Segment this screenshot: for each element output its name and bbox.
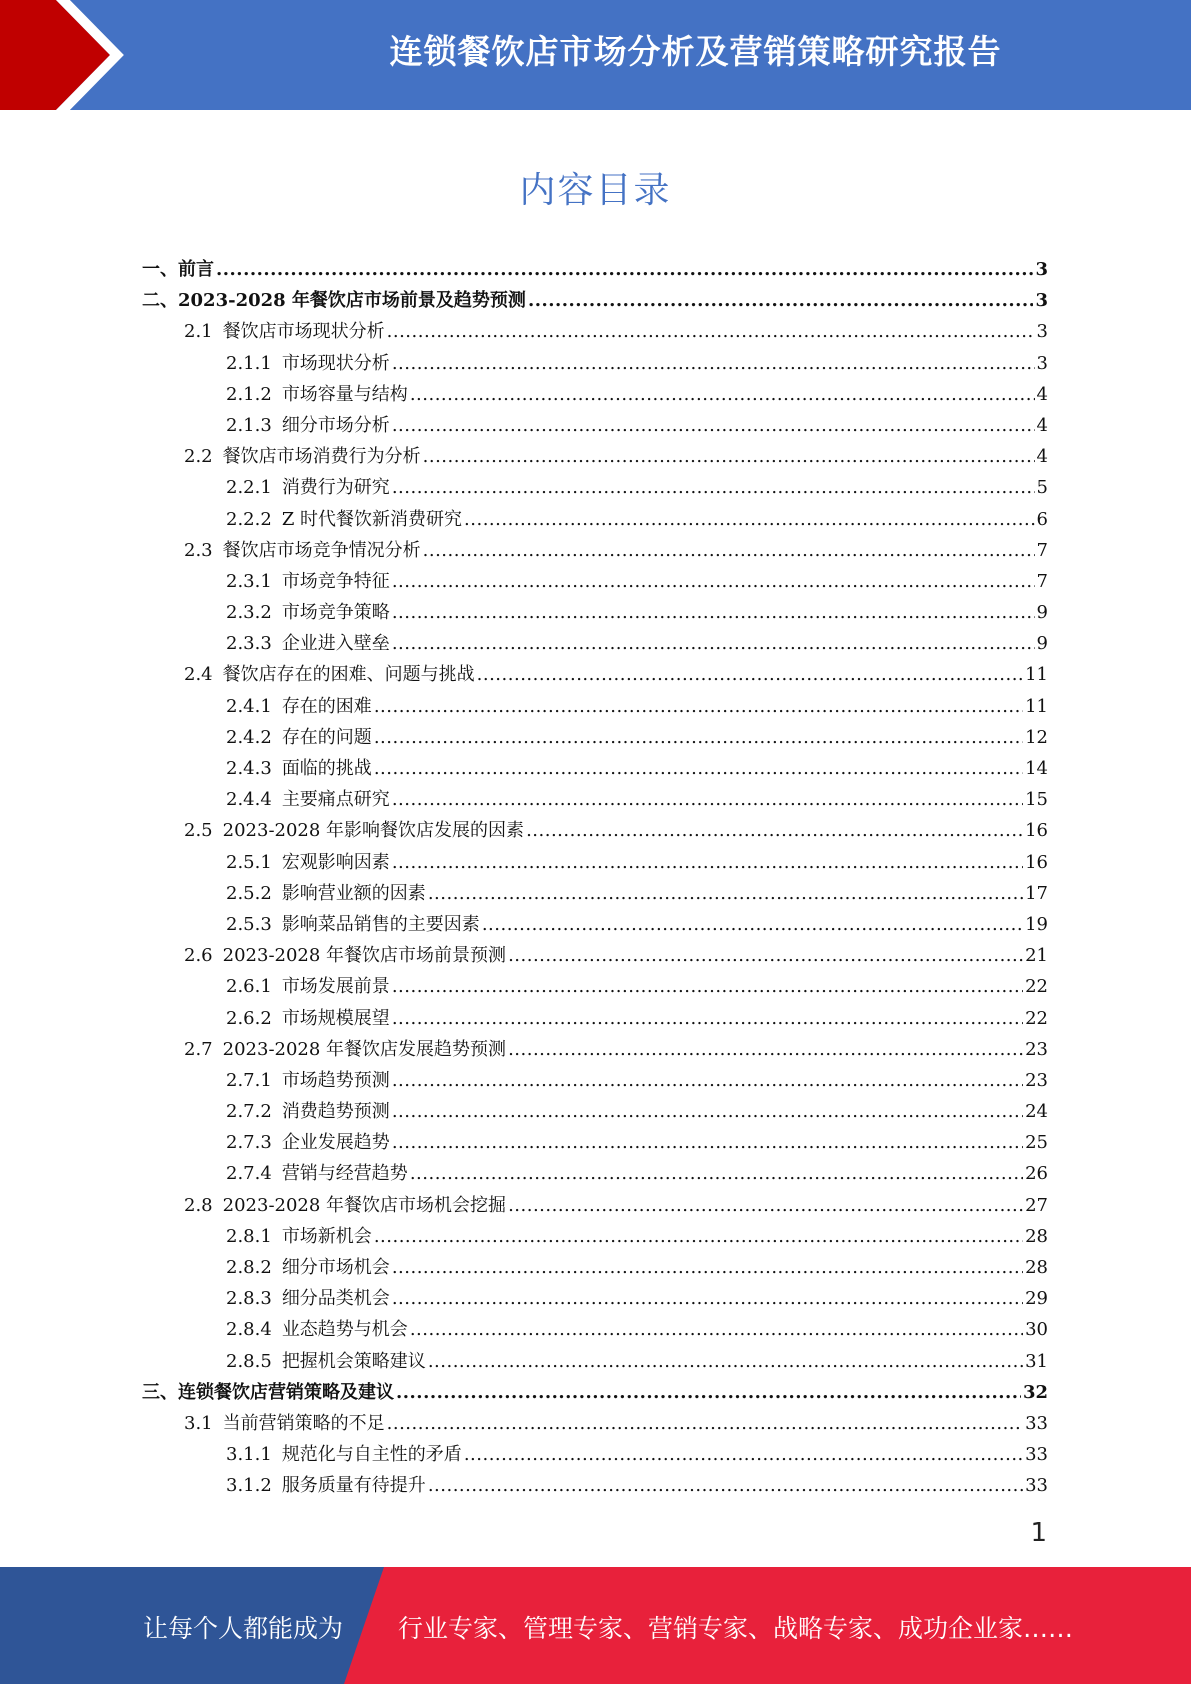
toc-entry-page: 28: [1025, 1225, 1048, 1247]
toc-entry[interactable]: [142, 815, 1048, 846]
toc-entry-page: 23: [1025, 1069, 1048, 1091]
toc-entry-title: 细分市场机会: [281, 1257, 390, 1278]
toc-entry[interactable]: [142, 909, 1048, 940]
toc-entry[interactable]: [142, 316, 1048, 347]
toc-entry-page: 19: [1025, 913, 1048, 935]
toc-leader-dots: [423, 441, 1035, 472]
toc-entry[interactable]: [142, 1003, 1048, 1034]
toc-entry[interactable]: [142, 1252, 1048, 1283]
toc-entry-page: 6: [1036, 508, 1048, 530]
toc-entry-page: 4: [1036, 446, 1048, 468]
toc-leader-dots: [387, 1408, 1023, 1439]
toc-entry-title: 市场新机会: [281, 1225, 372, 1247]
toc-entry-number: 2.4: [184, 664, 213, 686]
toc-entry-title: 2023-2028 年餐饮店市场前景及趋势预测: [178, 290, 526, 312]
toc-leader-dots: [387, 316, 1035, 347]
table-of-contents: [142, 254, 1048, 1502]
toc-entry-title: 业态趋势与机会: [281, 1319, 408, 1341]
toc-entry-title: 存在的问题: [281, 726, 372, 748]
toc-entry-number: 三、: [142, 1381, 178, 1403]
toc-entry-page: 9: [1036, 633, 1048, 655]
toc-leader-dots: [374, 722, 1023, 753]
toc-entry-page: 11: [1025, 695, 1048, 717]
toc-leader-dots: [477, 659, 1023, 690]
toc-entry-title: 消费行为研究: [281, 477, 390, 499]
toc-entry[interactable]: [142, 504, 1048, 535]
toc-entry[interactable]: [142, 1314, 1048, 1345]
toc-entry[interactable]: [142, 1065, 1048, 1096]
toc-entry-page: 28: [1025, 1257, 1048, 1278]
toc-entry[interactable]: [142, 878, 1048, 909]
toc-entry-page: 33: [1025, 1444, 1048, 1466]
toc-entry-number: 2.5: [184, 820, 213, 842]
toc-leader-dots: [428, 878, 1023, 909]
toc-leader-dots: [410, 1314, 1023, 1345]
toc-entry-title: 前言: [178, 259, 214, 280]
toc-entry-title: 餐饮店存在的困难、问题与挑战: [222, 664, 475, 686]
toc-leader-dots: [392, 971, 1023, 1002]
toc-entry-title: 当前营销策略的不足: [222, 1412, 385, 1434]
toc-entry-number: 2.8.3: [226, 1288, 272, 1310]
toc-entry-number: 2.2.1: [226, 477, 272, 499]
toc-leader-dots: [528, 285, 1034, 316]
toc-entry-number: 2.3: [184, 539, 213, 561]
toc-entry-title: 市场竞争策略: [281, 602, 390, 624]
toc-entry-number: 2.4.3: [226, 758, 272, 779]
toc-entry-title: 细分市场分析: [281, 414, 390, 436]
toc-entry-number: 2.3.1: [226, 570, 272, 592]
toc-leader-dots: [508, 1034, 1023, 1065]
toc-entry-title: 细分品类机会: [281, 1288, 390, 1310]
toc-entry-title: 市场趋势预测: [281, 1069, 390, 1091]
toc-entry-number: 2.6.2: [226, 1007, 272, 1029]
toc-entry[interactable]: [142, 1283, 1048, 1314]
toc-entry-number: 二、: [142, 290, 178, 312]
toc-entry[interactable]: [142, 1158, 1048, 1189]
toc-entry-title: 餐饮店市场竞争情况分析: [222, 539, 421, 561]
toc-entry-page: 27: [1025, 1194, 1048, 1216]
toc-leader-dots: [464, 504, 1035, 535]
footer-slogan-left: 让每个人都能成为: [143, 1614, 344, 1643]
toc-entry-number: 3.1.1: [226, 1444, 272, 1466]
toc-entry-title: 2023-2028 年餐饮店发展趋势预测: [222, 1038, 507, 1060]
footer-slogan-right: 行业专家、管理专家、营销专家、战略专家、成功企业家……: [398, 1614, 1074, 1643]
toc-entry-number: 2.2.2: [226, 508, 272, 530]
toc-leader-dots: [392, 1252, 1023, 1283]
toc-entry[interactable]: [142, 1190, 1048, 1221]
toc-entry-title: 市场规模展望: [281, 1007, 390, 1029]
toc-entry-number: 2.6.1: [226, 976, 272, 998]
toc-entry-page: 4: [1036, 414, 1048, 436]
header-arrow-decoration: [0, 0, 170, 110]
toc-entry-number: 3.1.2: [226, 1475, 272, 1497]
toc-leader-dots: [508, 1190, 1023, 1221]
toc-leader-dots: [428, 1470, 1023, 1501]
toc-leader-dots: [392, 1096, 1023, 1127]
toc-leader-dots: [216, 254, 1033, 285]
toc-leader-dots: [526, 815, 1023, 846]
toc-entry[interactable]: [142, 535, 1048, 566]
toc-entry-page: 12: [1025, 726, 1048, 748]
toc-entry-page: 7: [1036, 539, 1048, 561]
toc-entry-page: 25: [1025, 1132, 1048, 1154]
toc-leader-dots: [508, 940, 1023, 971]
toc-leader-dots: [396, 1377, 1021, 1408]
toc-entry[interactable]: [142, 784, 1048, 815]
toc-entry-page: 21: [1025, 945, 1048, 967]
toc-entry-number: 2.2: [184, 446, 213, 468]
toc-leader-dots: [423, 535, 1035, 566]
toc-entry-number: 2.5.1: [226, 851, 272, 873]
toc-entry-title: 把握机会策略建议: [281, 1350, 426, 1372]
toc-leader-dots: [374, 753, 1023, 784]
toc-entry[interactable]: [142, 1346, 1048, 1377]
toc-entry-number: 2.4.2: [226, 726, 272, 748]
toc-entry-number: 2.6: [184, 945, 213, 967]
toc-entry-title: 2023-2028 年餐饮店市场前景预测: [222, 945, 507, 967]
toc-entry-page: 4: [1036, 383, 1048, 405]
toc-leader-dots: [374, 691, 1023, 722]
toc-entry-number: 2.7.3: [226, 1132, 272, 1154]
page-number: 1: [1030, 1518, 1047, 1548]
toc-entry-page: 16: [1025, 820, 1048, 842]
toc-entry-number: 2.8.4: [226, 1319, 272, 1341]
toc-entry-number: 2.3.3: [226, 633, 272, 655]
toc-heading: 内容目录: [519, 170, 672, 211]
toc-entry[interactable]: [142, 659, 1048, 690]
toc-entry-title: 市场现状分析: [281, 352, 390, 374]
toc-entry[interactable]: [142, 1096, 1048, 1127]
toc-entry-number: 2.1.3: [226, 414, 272, 436]
toc-entry-page: 3: [1036, 321, 1048, 343]
toc-entry-page: 3: [1036, 352, 1048, 374]
toc-entry[interactable]: [142, 691, 1048, 722]
toc-entry[interactable]: [142, 472, 1048, 503]
toc-entry-number: 2.8: [184, 1194, 213, 1216]
toc-entry-title: 消费趋势预测: [281, 1101, 390, 1123]
toc-entry-page: 24: [1025, 1101, 1048, 1123]
toc-entry-title: 市场竞争特征: [281, 570, 390, 592]
toc-entry[interactable]: [142, 971, 1048, 1002]
toc-entry-title: 连锁餐饮店营销策略及建议: [178, 1381, 394, 1403]
toc-leader-dots: [392, 784, 1023, 815]
toc-leader-dots: [392, 1127, 1023, 1158]
toc-entry-page: 15: [1025, 789, 1048, 811]
toc-leader-dots: [410, 1158, 1023, 1189]
toc-entry[interactable]: [142, 348, 1048, 379]
toc-entry-title: 餐饮店市场现状分析: [222, 321, 385, 343]
toc-leader-dots: [392, 597, 1035, 628]
toc-entry-page: 7: [1036, 570, 1048, 592]
toc-entry-page: 32: [1022, 1381, 1048, 1403]
toc-entry-number: 2.5.3: [226, 913, 272, 935]
toc-entry[interactable]: [142, 410, 1048, 441]
toc-leader-dots: [392, 1003, 1023, 1034]
toc-entry-page: 3: [1035, 290, 1048, 312]
toc-entry-number: 2.1.2: [226, 383, 272, 405]
toc-leader-dots: [482, 909, 1023, 940]
toc-entry[interactable]: [142, 566, 1048, 597]
toc-entry[interactable]: [142, 1034, 1048, 1065]
toc-leader-dots: [392, 628, 1035, 659]
toc-entry-page: 26: [1025, 1163, 1048, 1185]
toc-entry[interactable]: [142, 628, 1048, 659]
toc-entry-page: 3: [1035, 259, 1048, 280]
toc-entry-number: 2.1.1: [226, 352, 272, 374]
toc-entry[interactable]: [142, 1377, 1048, 1408]
toc-entry[interactable]: [142, 1470, 1048, 1501]
toc-entry[interactable]: [142, 1439, 1048, 1470]
toc-entry-title: 宏观影响因素: [281, 851, 390, 873]
toc-entry[interactable]: [142, 441, 1048, 472]
toc-leader-dots: [392, 566, 1035, 597]
toc-entry-number: 3.1: [184, 1412, 213, 1434]
toc-entry-title: 企业发展趋势: [281, 1132, 390, 1154]
toc-entry-title: 企业进入壁垒: [281, 633, 390, 655]
toc-leader-dots: [392, 472, 1035, 503]
toc-entry-title: 市场发展前景: [281, 976, 390, 998]
toc-leader-dots: [392, 348, 1035, 379]
toc-entry-title: 主要痛点研究: [281, 789, 390, 811]
toc-entry-page: 14: [1025, 758, 1048, 779]
toc-entry-title: 规范化与自主性的矛盾: [281, 1444, 462, 1466]
toc-entry[interactable]: [142, 722, 1048, 753]
toc-entry-title: Z 时代餐饮新消费研究: [281, 508, 463, 530]
toc-entry-page: 30: [1025, 1319, 1048, 1341]
toc-entry-number: 2.3.2: [226, 602, 272, 624]
toc-entry[interactable]: [142, 940, 1048, 971]
toc-entry-number: 2.7.4: [226, 1163, 272, 1185]
report-title: 连锁餐饮店市场分析及营销策略研究报告: [389, 32, 1002, 71]
toc-entry-number: 2.5.2: [226, 882, 272, 904]
header-banner: [0, 0, 1191, 110]
footer-banner: [0, 1567, 1191, 1684]
toc-entry[interactable]: [142, 597, 1048, 628]
toc-entry-number: 2.4.1: [226, 695, 272, 717]
toc-entry-number: 2.1: [184, 321, 213, 343]
toc-entry[interactable]: [142, 847, 1048, 878]
toc-entry-page: 11: [1025, 664, 1048, 686]
toc-entry-page: 5: [1036, 477, 1048, 499]
toc-entry-page: 17: [1025, 882, 1048, 904]
toc-entry[interactable]: [142, 1221, 1048, 1252]
toc-entry[interactable]: [142, 1408, 1048, 1439]
toc-entry-number: 2.8.2: [226, 1257, 272, 1278]
toc-entry-title: 影响营业额的因素: [281, 882, 426, 904]
toc-entry-page: 22: [1025, 1007, 1048, 1029]
toc-entry-title: 2023-2028 年影响餐饮店发展的因素: [222, 820, 525, 842]
toc-entry-title: 餐饮店市场消费行为分析: [222, 446, 421, 468]
toc-entry-number: 2.8.5: [226, 1350, 272, 1372]
toc-entry-number: 2.7.2: [226, 1101, 272, 1123]
toc-entry-number: 一、: [142, 259, 178, 280]
toc-entry[interactable]: [142, 254, 1048, 285]
toc-entry-number: 2.4.4: [226, 789, 272, 811]
toc-leader-dots: [410, 379, 1035, 410]
toc-entry-title: 影响菜品销售的主要因素: [281, 913, 480, 935]
toc-leader-dots: [392, 1283, 1023, 1314]
toc-entry-page: 29: [1025, 1288, 1048, 1310]
toc-leader-dots: [392, 410, 1035, 441]
toc-entry-page: 33: [1025, 1475, 1048, 1497]
toc-entry[interactable]: [142, 379, 1048, 410]
toc-entry[interactable]: [142, 1127, 1048, 1158]
toc-entry-title: 营销与经营趋势: [281, 1163, 408, 1185]
toc-entry-title: 服务质量有待提升: [281, 1475, 426, 1497]
toc-leader-dots: [374, 1221, 1023, 1252]
toc-entry-number: 2.8.1: [226, 1225, 272, 1247]
toc-leader-dots: [428, 1346, 1023, 1377]
toc-entry-page: 22: [1025, 976, 1048, 998]
toc-entry-title: 2023-2028 年餐饮店市场机会挖掘: [222, 1194, 507, 1216]
toc-leader-dots: [392, 847, 1023, 878]
toc-entry[interactable]: [142, 285, 1048, 316]
toc-entry-number: 2.7.1: [226, 1069, 272, 1091]
toc-leader-dots: [464, 1439, 1023, 1470]
toc-entry-title: 面临的挑战: [281, 758, 372, 779]
toc-leader-dots: [392, 1065, 1023, 1096]
toc-entry-title: 市场容量与结构: [281, 383, 408, 405]
toc-entry-page: 9: [1036, 602, 1048, 624]
toc-entry-number: 2.7: [184, 1038, 213, 1060]
toc-entry[interactable]: [142, 753, 1048, 784]
toc-entry-page: 31: [1025, 1350, 1048, 1372]
toc-entry-title: 存在的困难: [281, 695, 372, 717]
toc-entry-page: 16: [1025, 851, 1048, 873]
toc-entry-page: 23: [1025, 1038, 1048, 1060]
toc-entry-page: 33: [1025, 1412, 1048, 1434]
